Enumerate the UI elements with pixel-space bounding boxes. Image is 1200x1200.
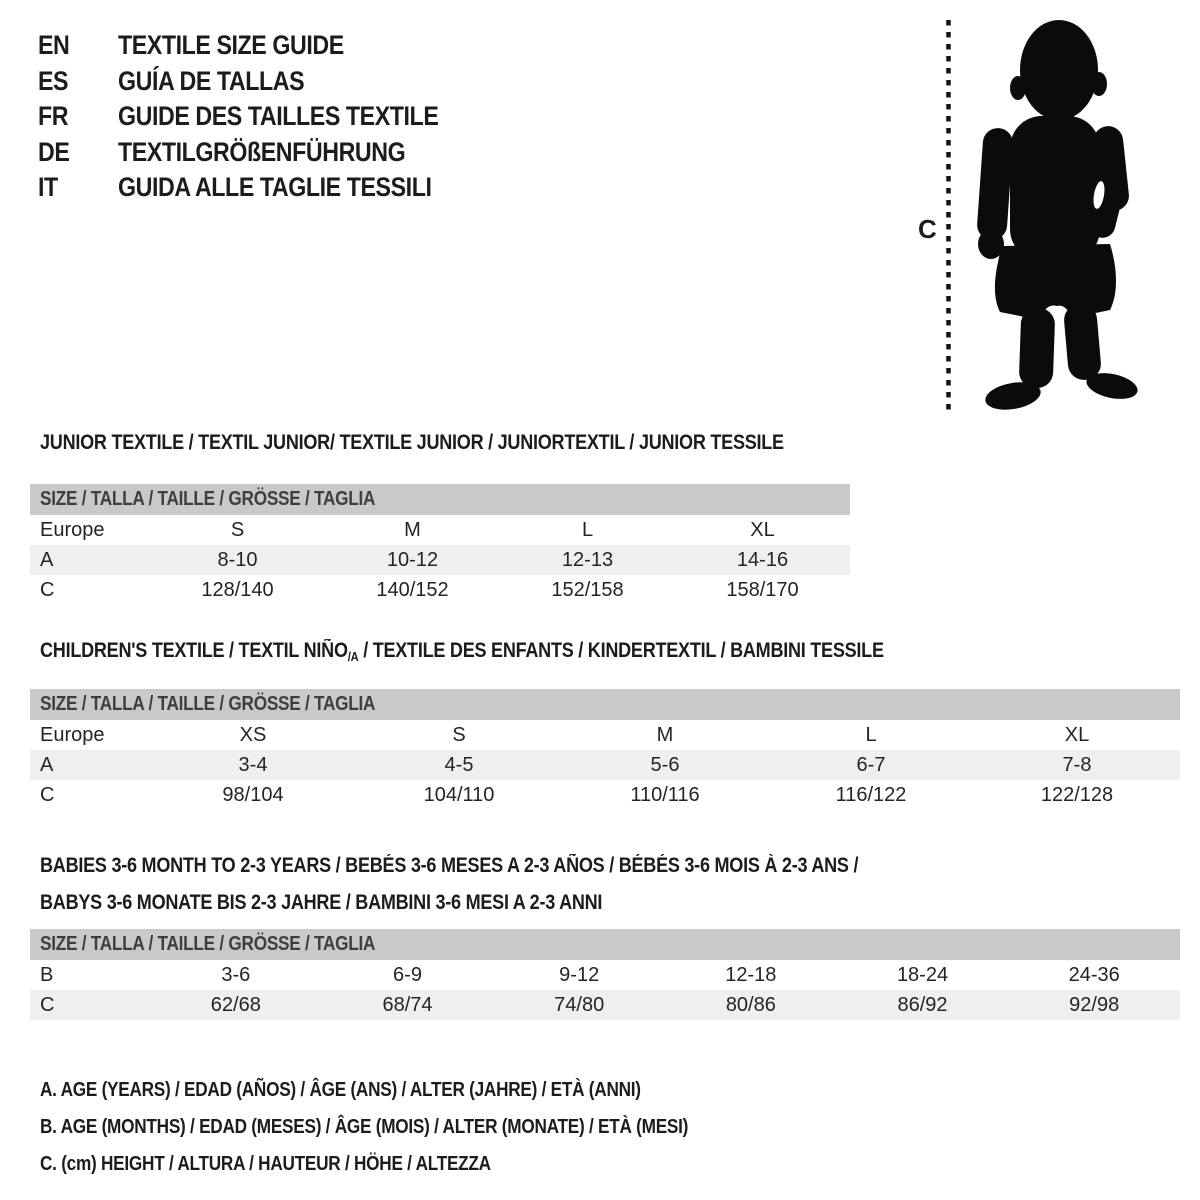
age-cell: 4-5: [444, 753, 474, 776]
legend-line-c: [40, 1146, 794, 1183]
height-measurement-figure: [900, 10, 1180, 422]
language-code-fr: FR: [38, 101, 69, 132]
junior-size-header-bar: [30, 484, 850, 515]
junior-section-title: [40, 431, 905, 455]
row-label: B: [40, 963, 54, 986]
legend-line-a-text: A. AGE (YEARS) / EDAD (AÑOS) / ÂGE (ANS) / ALTER (JAHRE) / ETÀ (ANNI): [40, 1079, 641, 1101]
children-section-title-text: [40, 639, 884, 664]
language-code-de: DE: [38, 136, 70, 167]
height-dimension-label: C: [918, 214, 937, 244]
age-cell: 24-36: [1068, 963, 1120, 986]
height-cell: 86/92: [897, 993, 948, 1016]
height-cell: 104/110: [423, 783, 495, 806]
children-title-subscript: /A: [347, 649, 359, 664]
junior-size-table: [30, 484, 850, 605]
language-row-es: [38, 64, 491, 100]
children-title-suffix: / TEXTILE DES ENFANTS / KINDERTEXTIL / BAMBINI TESSILE: [358, 639, 884, 662]
guide-title-en: TEXTILE SIZE GUIDE: [118, 30, 344, 61]
guide-title-es: GUÍA DE TALLAS: [118, 65, 305, 96]
age-cell: 8-10: [217, 548, 258, 571]
babies-size-table: [30, 929, 1180, 1020]
height-cell: 128/140: [201, 578, 274, 601]
size-cell: XL: [1064, 723, 1090, 746]
babies-size-header-text: SIZE / TALLA / TAILLE / GRÖSSE / TAGLIA: [40, 933, 376, 955]
legend-line-c-text: C. (cm) HEIGHT / ALTURA / HAUTEUR / HÖHE / ALTEZZA: [40, 1153, 491, 1175]
size-cell: L: [865, 723, 877, 746]
junior-row-europe: [30, 515, 850, 545]
age-cell: 6-7: [856, 753, 886, 776]
children-size-table: [30, 689, 1180, 810]
legend-line-b: [40, 1109, 794, 1146]
children-row-height: [30, 780, 1180, 810]
language-code-it: IT: [38, 172, 58, 203]
toddler-silhouette-icon: [966, 18, 1142, 416]
children-title-prefix: CHILDREN'S TEXTILE / TEXTIL NIÑO: [40, 639, 348, 662]
children-row-age: [30, 750, 1180, 780]
language-row-de: [38, 135, 491, 171]
babies-title-line1: BABIES 3-6 MONTH TO 2-3 YEARS / BEBÉS 3-6 MESES A 2-3 AÑOS / BÉBÉS 3-6 MOIS À 2-3 ANS /: [40, 854, 859, 877]
children-row-europe: [30, 720, 1180, 750]
junior-row-height: [30, 575, 850, 605]
language-row-fr: [38, 99, 491, 135]
height-cell: 98/104: [222, 783, 284, 806]
height-cell: 122/128: [1040, 783, 1114, 806]
age-cell: 5-6: [650, 753, 680, 776]
age-cell: 9-12: [559, 963, 600, 986]
guide-title-it: GUIDA ALLE TAGLIE TESSILI: [118, 172, 432, 203]
row-label: A: [40, 548, 54, 571]
height-cell: 152/158: [551, 578, 624, 601]
height-dashed-line: [945, 18, 953, 418]
babies-row-age-months: [30, 960, 1180, 990]
children-size-header-text: SIZE / TALLA / TAILLE / GRÖSSE / TAGLIA: [40, 693, 376, 715]
size-cell: S: [230, 518, 245, 541]
guide-title-de: TEXTILGRÖßENFÜHRUNG: [118, 136, 406, 167]
babies-section-title: [40, 847, 991, 921]
junior-size-header-text: SIZE / TALLA / TAILLE / GRÖSSE / TAGLIA: [40, 488, 376, 510]
legend-line-b-text: B. AGE (MONTHS) / EDAD (MESES) / ÂGE (MOIS) / ALTER (MONATE) / ETÀ (MESI): [40, 1116, 689, 1138]
size-cell: L: [581, 518, 594, 541]
language-code-es: ES: [38, 65, 69, 96]
babies-title-line2: BABYS 3-6 MONATE BIS 2-3 JAHRE / BAMBINI 3-6 MESI A 2-3 ANNI: [40, 891, 603, 914]
children-section-title: [40, 639, 1021, 664]
age-cell: 3-6: [221, 963, 251, 986]
row-label: Europe: [40, 518, 105, 541]
age-cell: 12-18: [725, 963, 777, 986]
babies-row-height: [30, 990, 1180, 1020]
row-label: C: [40, 783, 55, 806]
size-cell: M: [404, 518, 421, 541]
language-row-it: [38, 170, 491, 206]
row-label: C: [40, 993, 55, 1016]
size-cell: M: [656, 723, 674, 746]
babies-size-header-bar: [30, 929, 1180, 960]
age-cell: 10-12: [386, 548, 439, 571]
row-label: Europe: [40, 723, 105, 746]
language-row-en: [38, 28, 491, 64]
height-cell: 68/74: [382, 993, 433, 1016]
age-cell: 14-16: [736, 548, 789, 571]
height-cell: 116/122: [835, 783, 907, 806]
children-size-header-bar: [30, 689, 1180, 720]
age-cell: 18-24: [896, 963, 949, 986]
height-cell: 80/86: [725, 993, 776, 1016]
height-cell: 92/98: [1069, 993, 1120, 1016]
language-code-en: EN: [38, 30, 70, 61]
height-cell: 140/152: [376, 578, 449, 601]
guide-title-fr: GUIDE DES TAILLES TEXTILE: [118, 101, 439, 132]
junior-row-age: [30, 545, 850, 575]
age-cell: 3-4: [238, 753, 268, 776]
age-cell: 12-13: [561, 548, 614, 571]
height-cell: 62/68: [210, 993, 261, 1016]
language-title-list: [38, 28, 491, 206]
measurement-legend: [40, 1072, 794, 1183]
age-cell: 7-8: [1062, 753, 1092, 776]
junior-section-title-text: JUNIOR TEXTILE / TEXTIL JUNIOR/ TEXTILE JUNIOR / JUNIORTEXTIL / JUNIOR TESSILE: [40, 431, 784, 454]
row-label: C: [40, 578, 55, 601]
size-cell: S: [452, 723, 466, 746]
size-cell: XL: [750, 518, 775, 541]
size-cell: XS: [239, 723, 267, 746]
height-cell: 74/80: [554, 993, 605, 1016]
row-label: A: [40, 753, 54, 776]
height-cell: 158/170: [726, 578, 799, 601]
height-cell: 110/116: [630, 783, 700, 806]
legend-line-a: [40, 1072, 794, 1109]
age-cell: 6-9: [393, 963, 422, 986]
